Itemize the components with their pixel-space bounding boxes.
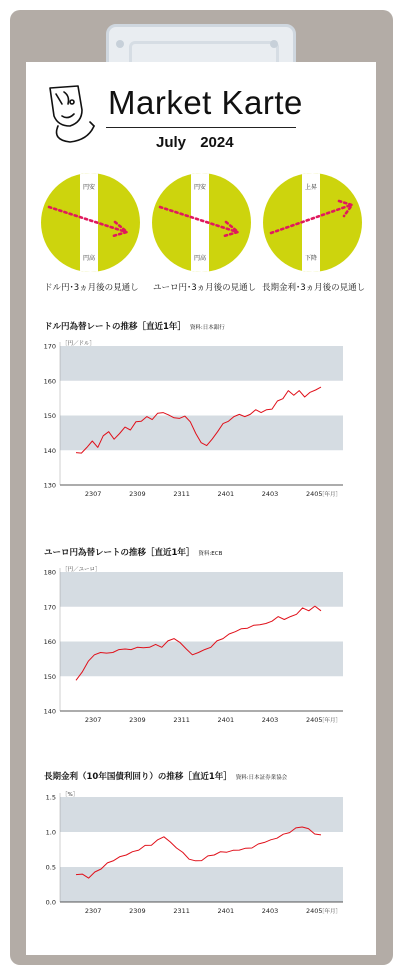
gauge-bottom-label: 円高: [193, 255, 206, 262]
gauge-top-label: 円安: [82, 184, 95, 191]
x-tick-label: 2403: [261, 907, 279, 915]
issue-date: [156, 134, 234, 151]
x-tick-label: 2311: [173, 490, 190, 498]
y-tick-label: 150: [43, 412, 56, 420]
rate-outlook-caption: 長期金利･3ヵ月後の見通し: [262, 283, 366, 293]
usdjpy-line-chart: [36, 338, 356, 503]
gauge-bottom-label: 円高: [82, 255, 95, 262]
eurjpy-title-text: ユーロ円為替レートの推移［直近1年］: [44, 548, 195, 558]
grid-band: [60, 416, 343, 451]
x-unit-label: ［年月］: [318, 492, 341, 498]
x-tick-label: 2405: [305, 716, 323, 724]
x-tick-label: 2307: [84, 716, 102, 724]
y-unit-label: ［円／ユーロ］: [62, 567, 101, 573]
issue-month: July: [156, 134, 187, 151]
jgb-title-text: 長期金利（10年国債利回り）の推移［直近1年］: [44, 772, 232, 782]
y-tick-label: 0.0: [45, 898, 56, 907]
x-tick-label: 2307: [84, 907, 102, 915]
y-unit-label: ［円／ドル］: [62, 341, 96, 347]
usdjpy-outlook-caption: ドル円･3ヵ月後の見通し: [44, 283, 139, 293]
rate-outlook-gauge: [263, 173, 362, 272]
issue-year: 2024: [200, 134, 234, 151]
karte-face-logo: [42, 82, 102, 152]
gauge-bottom-label: 下降: [304, 255, 317, 262]
y-tick-label: 160: [43, 377, 56, 386]
x-tick-label: 2405: [305, 907, 323, 915]
usdjpy-outlook-gauge: [41, 173, 140, 272]
up-arrow-icon: [263, 173, 362, 272]
eurjpy-source: 資料:ECB: [198, 551, 223, 557]
page-title: Market Karte: [108, 84, 303, 121]
x-tick-label: 2309: [129, 490, 146, 498]
x-tick-label: 2311: [173, 907, 190, 915]
eurjpy-chart-title: [44, 546, 222, 558]
y-unit-label: ［%］: [62, 792, 79, 798]
y-tick-label: 150: [43, 672, 56, 681]
y-tick-label: 180: [43, 568, 56, 577]
y-tick-label: 140: [43, 446, 56, 455]
y-tick-label: 1.0: [45, 828, 56, 837]
x-tick-label: 2401: [217, 490, 235, 498]
title-underline: [106, 127, 296, 128]
y-tick-label: 170: [43, 603, 56, 612]
y-tick-label: 140: [43, 707, 56, 716]
grid-band: [60, 867, 343, 902]
x-tick-label: 2309: [129, 716, 146, 724]
x-tick-label: 2405: [305, 490, 323, 498]
x-tick-label: 2403: [261, 490, 279, 498]
jgb-chart-title: [44, 770, 287, 782]
gauge-top-label: 上昇: [304, 184, 317, 191]
x-tick-label: 2401: [217, 716, 235, 724]
flat-arrow-icon: [41, 173, 140, 272]
clip-hole-right: [270, 40, 278, 48]
x-unit-label: ［年月］: [318, 718, 341, 724]
y-tick-label: 0.5: [45, 863, 56, 872]
eurjpy-outlook-caption: ユーロ円･3ヵ月後の見通し: [153, 283, 257, 293]
grid-band: [60, 572, 343, 607]
grid-band: [60, 642, 343, 677]
clip-hole-left: [116, 40, 124, 48]
x-tick-label: 2311: [173, 716, 190, 724]
eurjpy-outlook-gauge: [152, 173, 251, 272]
usdjpy-chart-title: [44, 320, 225, 332]
y-tick-label: 1.5: [45, 793, 56, 802]
y-tick-label: 160: [43, 638, 56, 646]
jgb-source: 資料:日本証券業協会: [235, 775, 288, 781]
x-tick-label: 2307: [84, 490, 102, 498]
y-tick-label: 170: [43, 342, 56, 351]
grid-band: [60, 346, 343, 381]
x-tick-label: 2403: [261, 716, 279, 724]
usdjpy-source: 資料:日本銀行: [189, 325, 225, 331]
x-unit-label: ［年月］: [318, 909, 341, 915]
jgb-yield-line-chart: [36, 788, 356, 918]
gauge-top-label: 円安: [193, 184, 206, 191]
x-tick-label: 2309: [129, 907, 146, 915]
usdjpy-title-text: ドル円為替レートの推移［直近1年］: [44, 322, 186, 332]
flat-arrow-icon: [152, 173, 251, 272]
eurjpy-line-chart: [36, 564, 356, 729]
x-tick-label: 2401: [217, 907, 235, 915]
y-tick-label: 130: [43, 481, 56, 490]
